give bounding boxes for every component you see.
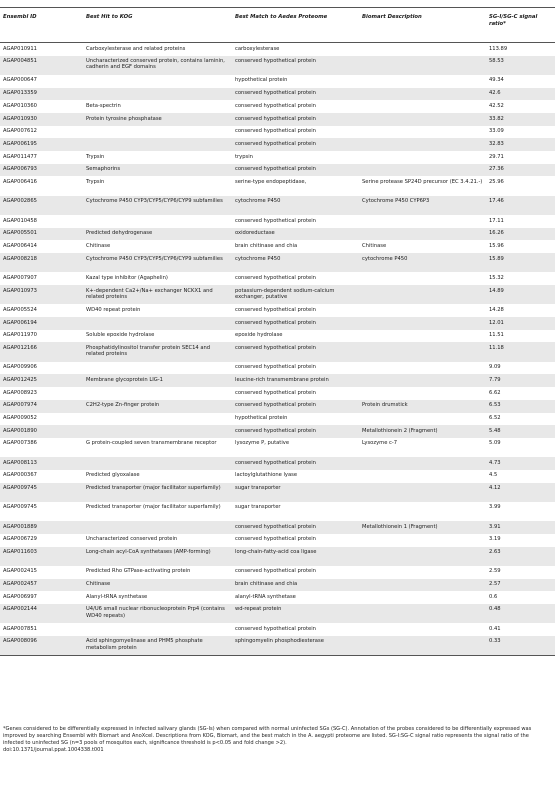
cell-best-match-aedes: sugar transporter — [235, 504, 281, 511]
cell-ensembl-id: AGAP007907 — [3, 274, 37, 281]
cell-best-hit-kog: Semaphorins — [83, 164, 232, 177]
cell-biomart-description — [359, 502, 486, 521]
cell-best-hit-kog: Trypsin — [86, 178, 105, 185]
cell-biomart-description: Metallothionein 1 (Fragment) — [359, 521, 486, 534]
cell-ensembl-id: AGAP000367 — [3, 472, 37, 479]
cell-best-match-aedes: conserved hypothetical protein — [235, 128, 316, 135]
cell-ensembl-id: AGAP010360 — [3, 102, 37, 109]
table-row — [0, 138, 555, 151]
cell-best-match-aedes: conserved hypothetical protein — [235, 102, 316, 109]
cell-signal-ratio: 9.09 — [489, 364, 501, 371]
cell-best-match-aedes: conserved hypothetical protein — [232, 113, 359, 126]
cell-best-hit-kog: C2H2-type Zn-finger protein — [83, 400, 232, 413]
cell-ensembl-id: AGAP010930 — [0, 113, 83, 126]
cell-ensembl-id: AGAP008096 — [0, 636, 83, 656]
cell-best-match-aedes: trypsin — [235, 153, 253, 160]
cell-signal-ratio: 15.96 — [489, 242, 504, 249]
cell-signal-ratio: 33.09 — [489, 128, 504, 135]
cell-ensembl-id: AGAP007851 — [3, 625, 37, 632]
cell-biomart-description: Lysozyme c-7 — [362, 440, 398, 447]
cell-biomart-description — [359, 579, 486, 592]
table-row — [0, 534, 555, 547]
cell-best-match-aedes: lysozyme P, putative — [235, 440, 290, 447]
table-row — [0, 438, 555, 457]
cell-best-hit-kog: Predicted dehydrogenase — [83, 228, 232, 241]
cell-ensembl-id: AGAP012166 — [0, 342, 83, 361]
cell-signal-ratio: 5.48 — [486, 425, 555, 438]
cell-signal-ratio: 4.12 — [486, 483, 555, 502]
cell-best-hit-kog: Membrane glycoprotein LIG-1 — [83, 374, 232, 387]
cell-ensembl-id: AGAP009745 — [0, 483, 83, 502]
header-signal-ratio: SG-I/SG-C signal ratio* — [486, 12, 555, 43]
table-row — [0, 151, 555, 164]
cell-biomart-description — [359, 623, 486, 636]
cell-best-hit-kog: WD40 repeat protein — [86, 306, 141, 313]
cell-signal-ratio: 11.51 — [489, 332, 504, 339]
cell-biomart-description — [359, 374, 486, 387]
cell-best-match-aedes: alanyl-tRNA synthetase — [235, 593, 296, 600]
cell-best-match-aedes: conserved hypothetical protein — [235, 274, 316, 281]
table-row — [0, 228, 555, 241]
table-row — [0, 215, 555, 228]
cell-best-match-aedes: long-chain-fatty-acid coa ligase — [232, 547, 359, 566]
cell-ensembl-id: AGAP008218 — [0, 253, 83, 272]
cell-biomart-description — [359, 330, 486, 343]
cell-best-hit-kog — [83, 623, 232, 636]
cell-signal-ratio: 7.79 — [486, 374, 555, 387]
cell-ensembl-id: AGAP007386 — [3, 440, 37, 447]
cell-best-hit-kog — [83, 75, 232, 88]
cell-biomart-description — [359, 304, 486, 317]
cell-best-hit-kog — [83, 317, 232, 330]
table-row — [0, 75, 555, 88]
cell-ensembl-id: AGAP006793 — [0, 164, 83, 177]
table-row — [0, 88, 555, 101]
cell-best-match-aedes: hypothetical protein — [235, 415, 288, 422]
cell-best-hit-kog: K+-dependent Ca2+/Na+ exchanger NCKX1 and related proteins — [83, 285, 232, 304]
cell-biomart-description — [359, 342, 486, 361]
cell-ensembl-id: AGAP011477 — [3, 153, 37, 160]
cell-biomart-description — [359, 113, 486, 126]
cell-signal-ratio: 2.59 — [489, 568, 501, 575]
cell-biomart-description — [359, 56, 486, 75]
cell-best-hit-kog: Predicted transporter (major facilitator superfamily) — [83, 483, 232, 502]
cell-signal-ratio: 42.52 — [489, 102, 504, 109]
cell-ensembl-id: AGAP006195 — [0, 138, 83, 151]
cell-best-match-aedes: conserved hypothetical protein — [232, 88, 359, 101]
cell-best-hit-kog — [83, 362, 232, 375]
cell-signal-ratio: 27.36 — [486, 164, 555, 177]
cell-best-match-aedes: conserved hypothetical protein — [235, 306, 316, 313]
cell-best-match-aedes: sphingomyelin phosphodiesterase — [232, 636, 359, 656]
cell-biomart-description — [359, 285, 486, 304]
cell-ensembl-id: AGAP002144 — [0, 604, 83, 623]
cell-ensembl-id: AGAP005524 — [3, 306, 37, 313]
cell-ensembl-id: AGAP011970 — [3, 332, 37, 339]
table-row — [0, 253, 555, 272]
data-table — [0, 12, 555, 656]
cell-signal-ratio: 14.28 — [489, 306, 504, 313]
cell-best-hit-kog — [83, 457, 232, 470]
cell-best-match-aedes: conserved hypothetical protein — [232, 521, 359, 534]
table-row — [0, 362, 555, 375]
cell-biomart-description — [359, 317, 486, 330]
cell-ensembl-id: AGAP009052 — [3, 415, 37, 422]
cell-biomart-description — [359, 413, 486, 426]
cell-ensembl-id: AGAP006416 — [3, 178, 37, 185]
table-row — [0, 521, 555, 534]
cell-biomart-description: Protein drumstick — [359, 400, 486, 413]
cell-best-hit-kog: Chitinase — [86, 242, 111, 249]
cell-best-match-aedes: conserved hypothetical protein — [232, 400, 359, 413]
table-row — [0, 56, 555, 75]
cell-biomart-description — [359, 272, 486, 285]
cell-best-hit-kog: Uncharacterized conserved protein — [86, 536, 178, 543]
cell-best-match-aedes: cytochrome P450 — [232, 196, 359, 215]
table-row — [0, 196, 555, 215]
cell-best-match-aedes: brain chitinase and chia — [235, 242, 298, 249]
table-row — [0, 457, 555, 470]
cell-ensembl-id: AGAP002865 — [0, 196, 83, 215]
cell-best-match-aedes: cytochrome P450 — [232, 253, 359, 272]
cell-signal-ratio: 16.26 — [486, 228, 555, 241]
cell-biomart-description — [359, 43, 486, 56]
cell-biomart-description — [359, 215, 486, 228]
cell-biomart-description: Chitinase — [362, 242, 387, 249]
cell-best-match-aedes: lactoylglutathione lyase — [235, 472, 298, 479]
cell-signal-ratio: 3.99 — [489, 504, 501, 511]
cell-biomart-description — [359, 126, 486, 139]
cell-best-match-aedes: conserved hypothetical protein — [232, 56, 359, 75]
cell-ensembl-id: AGAP010973 — [0, 285, 83, 304]
table-row — [0, 285, 555, 304]
cell-best-hit-kog: Protein tyrosine phosphatase — [83, 113, 232, 126]
cell-best-match-aedes: leucine-rich transmembrane protein — [232, 374, 359, 387]
cell-signal-ratio: 33.82 — [486, 113, 555, 126]
cell-best-hit-kog: Long-chain acyl-CoA synthetases (AMP-forming) — [83, 547, 232, 566]
cell-ensembl-id: AGAP011603 — [0, 547, 83, 566]
cell-best-hit-kog: Soluble epoxide hydrolase — [86, 332, 155, 339]
cell-biomart-description: Serine protease SP24D precursor (EC 3.4.21.-) — [362, 178, 483, 185]
cell-biomart-description — [359, 483, 486, 502]
cell-biomart-description: cytochrome P450 — [359, 253, 486, 272]
cell-signal-ratio: 58.53 — [486, 56, 555, 75]
table-row — [0, 591, 555, 604]
cell-signal-ratio: 49.34 — [489, 77, 504, 84]
cell-ensembl-id: AGAP002457 — [0, 579, 83, 592]
cell-ensembl-id: AGAP010458 — [3, 217, 37, 224]
cell-best-hit-kog — [83, 521, 232, 534]
cell-ensembl-id: AGAP008113 — [0, 457, 83, 470]
cell-best-match-aedes: brain chitinase and chia — [232, 579, 359, 592]
cell-ensembl-id: AGAP007612 — [3, 128, 37, 135]
cell-biomart-description — [359, 604, 486, 623]
table-footnote — [3, 726, 551, 754]
cell-ensembl-id: AGAP006997 — [3, 593, 37, 600]
cell-ensembl-id: AGAP001890 — [0, 425, 83, 438]
cell-best-hit-kog: Cytochrome P450 CYP3/CYP5/CYP6/CYP9 subfamilies — [83, 196, 232, 215]
table-row — [0, 502, 555, 521]
cell-best-hit-kog: G protein-coupled seven transmembrane receptor — [86, 440, 217, 447]
top-rule — [0, 7, 555, 8]
cell-biomart-description — [359, 547, 486, 566]
cell-best-match-aedes: conserved hypothetical protein — [235, 568, 316, 575]
cell-biomart-description — [359, 362, 486, 375]
cell-best-hit-kog — [83, 215, 232, 228]
cell-best-match-aedes: conserved hypothetical protein — [232, 138, 359, 151]
table-header — [0, 12, 555, 43]
cell-best-hit-kog: Alanyl-tRNA synthetase — [86, 593, 148, 600]
header-biomart-description: Biomart Description — [359, 12, 486, 43]
cell-best-hit-kog: Cytochrome P450 CYP3/CYP5/CYP6/CYP9 subfamilies — [83, 253, 232, 272]
cell-signal-ratio: 29.71 — [489, 153, 504, 160]
cell-best-hit-kog: Predicted glyoxalase — [86, 472, 140, 479]
cell-signal-ratio: 25.96 — [489, 178, 504, 185]
cell-ensembl-id: AGAP001889 — [0, 521, 83, 534]
cell-signal-ratio: 6.52 — [489, 415, 501, 422]
cell-best-match-aedes: conserved hypothetical protein — [232, 342, 359, 361]
cell-best-match-aedes: oxidoreductase — [232, 228, 359, 241]
table-row — [0, 272, 555, 285]
cell-best-match-aedes: wd-repeat protein — [232, 604, 359, 623]
cell-best-hit-kog: Predicted transporter (major facilitator superfamily) — [86, 504, 221, 511]
cell-signal-ratio: 2.57 — [486, 579, 555, 592]
cell-biomart-description: Cytochrome P450 CYP6P3 — [359, 196, 486, 215]
cell-biomart-description — [359, 151, 486, 164]
cell-best-hit-kog: U4/U6 small nuclear ribonucleoprotein Prp4 (contains WD40 repeats) — [83, 604, 232, 623]
cell-signal-ratio: 17.11 — [489, 217, 504, 224]
cell-best-hit-kog — [83, 88, 232, 101]
cell-ensembl-id: AGAP012425 — [0, 374, 83, 387]
table-row — [0, 579, 555, 592]
cell-best-hit-kog: Phosphatidylinositol transfer protein SEC14 and related proteins — [83, 342, 232, 361]
cell-biomart-description — [359, 164, 486, 177]
table-row — [0, 425, 555, 438]
cell-best-hit-kog: Trypsin — [86, 153, 105, 160]
cell-signal-ratio: 3.91 — [486, 521, 555, 534]
table-row — [0, 342, 555, 361]
cell-best-hit-kog: Carboxylesterase and related proteins — [86, 45, 186, 52]
table-row — [0, 413, 555, 426]
cell-ensembl-id: AGAP013359 — [0, 88, 83, 101]
cell-ensembl-id: AGAP006414 — [3, 242, 37, 249]
table-row — [0, 317, 555, 330]
cell-signal-ratio: 17.46 — [486, 196, 555, 215]
cell-ensembl-id: AGAP005501 — [0, 228, 83, 241]
cell-ensembl-id: AGAP000647 — [3, 77, 37, 84]
cell-signal-ratio: 14.89 — [486, 285, 555, 304]
cell-ensembl-id: AGAP002415 — [3, 568, 37, 575]
cell-best-hit-kog: Kazal type inhibitor (Agaphelin) — [86, 274, 168, 281]
cell-best-match-aedes: conserved hypothetical protein — [235, 217, 316, 224]
table-row — [0, 304, 555, 317]
table-row — [0, 374, 555, 387]
cell-best-hit-kog: Predicted Rho GTPase-activating protein — [86, 568, 191, 575]
cell-signal-ratio: 12.01 — [486, 317, 555, 330]
table-row — [0, 176, 555, 195]
cell-biomart-description — [359, 387, 486, 400]
cell-signal-ratio: 6.53 — [486, 400, 555, 413]
cell-signal-ratio: 0.6 — [489, 593, 498, 600]
cell-signal-ratio: 6.62 — [489, 389, 501, 396]
cell-biomart-description — [359, 534, 486, 547]
cell-signal-ratio: 0.33 — [486, 636, 555, 656]
cell-best-match-aedes: conserved hypothetical protein — [232, 164, 359, 177]
cell-best-match-aedes: conserved hypothetical protein — [235, 364, 316, 371]
header-best-hit-kog: Best Hit to KOG — [83, 12, 232, 43]
cell-ensembl-id: AGAP007974 — [0, 400, 83, 413]
cell-best-match-aedes: conserved hypothetical protein — [235, 389, 316, 396]
cell-best-match-aedes: epoxide hydrolase — [235, 332, 283, 339]
cell-ensembl-id: AGAP004851 — [0, 56, 83, 75]
table-row — [0, 566, 555, 579]
cell-signal-ratio: 113.89 — [489, 45, 508, 52]
table-row — [0, 636, 555, 656]
cell-signal-ratio: 15.32 — [489, 274, 504, 281]
cell-signal-ratio: 42.6 — [486, 88, 555, 101]
cell-best-hit-kog — [83, 138, 232, 151]
cell-ensembl-id: AGAP008923 — [3, 389, 37, 396]
cell-best-hit-kog — [83, 425, 232, 438]
cell-best-hit-kog — [83, 413, 232, 426]
cell-biomart-description — [359, 591, 486, 604]
cell-biomart-description — [359, 636, 486, 656]
table-row — [0, 330, 555, 343]
cell-biomart-description: Metallothionein 2 (Fragment) — [359, 425, 486, 438]
cell-biomart-description — [359, 470, 486, 483]
cell-ensembl-id: AGAP010911 — [3, 45, 37, 52]
footnote-text: *Genes considered to be differentially expressed in infected salivary glands (SG-Is) when compared with normal uninfected SGs (SG-C). Annotation of the probes considered to be differentially expressed was improved by searching Ensembl with Biomart and AnoXcel. Descriptions from KOG, Biomart, and the best match in the A. aegypti proteome are listed. SG-I:SG-C signal ratio represents the signal ratio of the infected to uninfected SG (n=3 pools of mosquitos each, significance threshold is p<0.05 and fold change >2). — [3, 726, 532, 747]
cell-signal-ratio: 0.41 — [489, 625, 501, 632]
cell-ensembl-id: AGAP009906 — [3, 364, 37, 371]
cell-best-hit-kog — [83, 126, 232, 139]
cell-signal-ratio: 4.5 — [489, 472, 498, 479]
cell-best-match-aedes: conserved hypothetical protein — [232, 425, 359, 438]
cell-ensembl-id: AGAP006729 — [3, 536, 37, 543]
cell-best-match-aedes: conserved hypothetical protein — [232, 457, 359, 470]
cell-best-match-aedes: carboxylesterase — [235, 45, 280, 52]
cell-best-hit-kog: Beta-spectrin — [86, 102, 121, 109]
cell-ensembl-id: AGAP009745 — [3, 504, 37, 511]
header-ensembl-id: Ensembl ID — [0, 12, 83, 43]
cell-ensembl-id: AGAP006194 — [0, 317, 83, 330]
table-row — [0, 387, 555, 400]
cell-signal-ratio: 2.63 — [486, 547, 555, 566]
cell-signal-ratio: 32.83 — [486, 138, 555, 151]
table-row — [0, 623, 555, 636]
table-row — [0, 400, 555, 413]
table-row — [0, 126, 555, 139]
cell-biomart-description — [359, 566, 486, 579]
cell-best-match-aedes: serine-type endopeptidase, — [235, 178, 307, 185]
cell-best-match-aedes: conserved hypothetical protein — [235, 625, 316, 632]
cell-signal-ratio: 4.73 — [486, 457, 555, 470]
table-row — [0, 100, 555, 113]
cell-best-match-aedes: hypothetical protein — [235, 77, 288, 84]
cell-biomart-description — [359, 457, 486, 470]
table-row — [0, 240, 555, 253]
cell-signal-ratio: 15.89 — [486, 253, 555, 272]
table-row — [0, 547, 555, 566]
table-row — [0, 113, 555, 126]
cell-best-match-aedes: potassium-dependent sodium-calcium exchanger, putative — [232, 285, 359, 304]
cell-signal-ratio: 3.19 — [489, 536, 501, 543]
cell-biomart-description — [359, 138, 486, 151]
cell-best-match-aedes: conserved hypothetical protein — [232, 317, 359, 330]
cell-biomart-description — [359, 100, 486, 113]
cell-signal-ratio: 5.09 — [489, 440, 501, 447]
cell-best-hit-kog: Acid sphingomyelinase and PHM5 phosphate metabolism protein — [83, 636, 232, 656]
table-body — [0, 43, 555, 656]
cell-best-hit-kog — [83, 387, 232, 400]
table-row — [0, 470, 555, 483]
cell-biomart-description — [359, 75, 486, 88]
doi-text: doi:10.1371/journal.ppat.1004338.t001 — [3, 747, 104, 754]
cell-best-match-aedes: conserved hypothetical protein — [235, 536, 316, 543]
cell-best-hit-kog: Uncharacterized conserved protein, contains laminin, cadherin and EGF domains — [83, 56, 232, 75]
cell-signal-ratio: 0.48 — [486, 604, 555, 623]
header-best-match-aedes: Best Match to Aedes Proteome — [232, 12, 359, 43]
cell-best-match-aedes: sugar transporter — [232, 483, 359, 502]
cell-signal-ratio: 11.18 — [486, 342, 555, 361]
table-row — [0, 483, 555, 502]
table-row — [0, 164, 555, 177]
table-row — [0, 604, 555, 623]
cell-biomart-description — [359, 228, 486, 241]
table-row — [0, 43, 555, 56]
cell-best-hit-kog: Chitinase — [83, 579, 232, 592]
cell-biomart-description — [359, 88, 486, 101]
